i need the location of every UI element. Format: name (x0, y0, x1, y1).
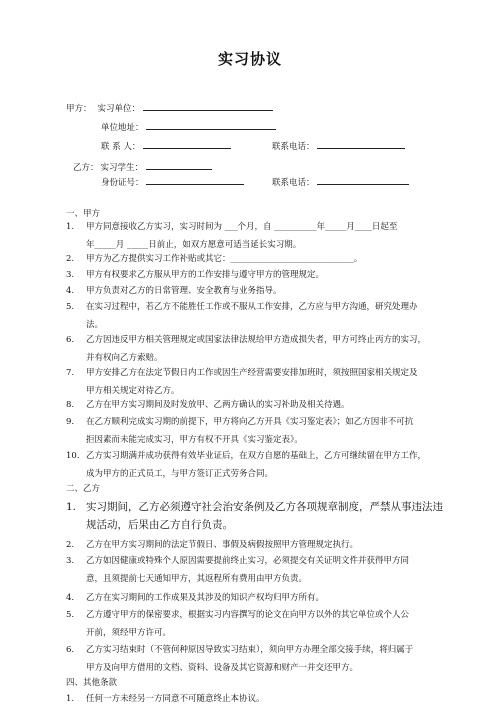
party-a-unit-field[interactable] (143, 101, 273, 111)
party-b-student-label: 实习学生： (100, 163, 144, 173)
party-b-id-field[interactable] (146, 175, 244, 185)
party-b-id-label: 身份证号： (101, 178, 144, 188)
party-a-unit-label: 实习单位： (97, 104, 141, 114)
party-b-label: 乙方： (73, 163, 99, 173)
section-1-heading: 一、甲方 (66, 209, 101, 219)
party-a-phone-row (272, 139, 405, 152)
party-b-phone-field[interactable] (317, 175, 409, 185)
party-b-student-field[interactable] (146, 160, 212, 170)
party-a-phone-field[interactable] (317, 139, 405, 149)
party-b-id-row (101, 175, 244, 188)
party-b-phone-row (272, 175, 409, 188)
document-page: 实习协议 甲方： 实习单位： 单位地址： 联 系 人： 联系电话： 乙方： 实习学生： 身份证号： 联系电话： 一、甲方 1. 甲方同意接收乙方实习，实习时间为 ___个月，自 __________年_____月____日起至 年_____月 _____日前止，如双方愿意可适当延长实习期。 2. 甲方为乙方提供实习工作补贴或其它：_____________________________。 3. 甲方有权要求乙方服从甲方的工作安排与遵守甲方的管理规定。 4. 甲方负责对乙方的日常管理、安全教育与业务指导。 5. 在实习过程中，若乙方不能胜任工作或不服从工作安排，乙方应与甲方沟通，研究处理办 法。 6. 乙方因违反甲方相关管理规定或国家法律法规给甲方造成损失者，甲方可终止丙方的实习， 并有权向乙方索赔。 7. 甲方安排乙方在法定节假日内工作或因生产经营需要安排加班时，须按照国家相关规定及 甲方相关规定对待乙方。 8. 乙方在甲方实习期间及时发放甲、乙两方确认的实习补助及相关待遇。 9. 在乙方顺利完成实习期的前提下，甲方将向乙方开具《实习鉴定表》；如乙方因非不可抗 拒因素而未能完成实习，甲方有权不开具《实习鉴定表》。 10. 乙方实习期满并成功获得有效毕业证后，在双方自愿的基础上，乙方可继续留在甲方工作， 成为甲方的正式员工，与甲方签订正式劳务合同。 二、乙方 1. 实习期间，乙方必须遵守社会治安条例及乙方各项规章制度，严禁从事违法违 规活动，后果由乙方自行负责。 2. 乙方在甲方实习期间的法定节假日、事假及病假按照甲方管理规定执行。 3. 乙方如因健康或特殊个人原因需要提前终止实习，必须提交有关证明文件并获得甲方同 意，且须提前七天通知甲方，其返程所有费用由甲方负责。 4. 乙方在实习期间的工作成果及其涉及的知识产权均归甲方所有。 5. 乙方遵守甲方的保密要求，根据实习内容撰写的论文在向甲方以外的其它单位或个人公 开前，须经甲方许可。 6. 乙方实习结束时（不管何种原因导致实习结束），须向甲方办理全部交接手续，将归属于 甲方及向甲方借用的文档、资料、设备及其它资源和财产一并交还甲方。 四、其他条款 1. 任何一方未经另一方同意不可随意终止本协议。 (0, 0, 500, 707)
party-a-phone-label: 联系电话： (272, 142, 315, 152)
party-a-address-row (101, 120, 276, 133)
party-a-contact-field[interactable] (143, 139, 231, 149)
section-2-heading: 二、乙方 (66, 484, 101, 494)
party-a-address-label: 单位地址： (101, 123, 144, 133)
party-a-contact-label: 联 系 人： (101, 142, 141, 152)
party-b-student-row (73, 160, 212, 173)
party-a-contact-row (101, 139, 231, 152)
party-a-unit-row (66, 101, 273, 114)
party-b-phone-label: 联系电话： (272, 178, 315, 188)
party-a-label: 甲方： (66, 104, 92, 114)
party-a-address-field[interactable] (146, 120, 276, 130)
section-4-heading: 四、其他条款 (66, 678, 118, 688)
document-title: 实习协议 (217, 50, 282, 68)
